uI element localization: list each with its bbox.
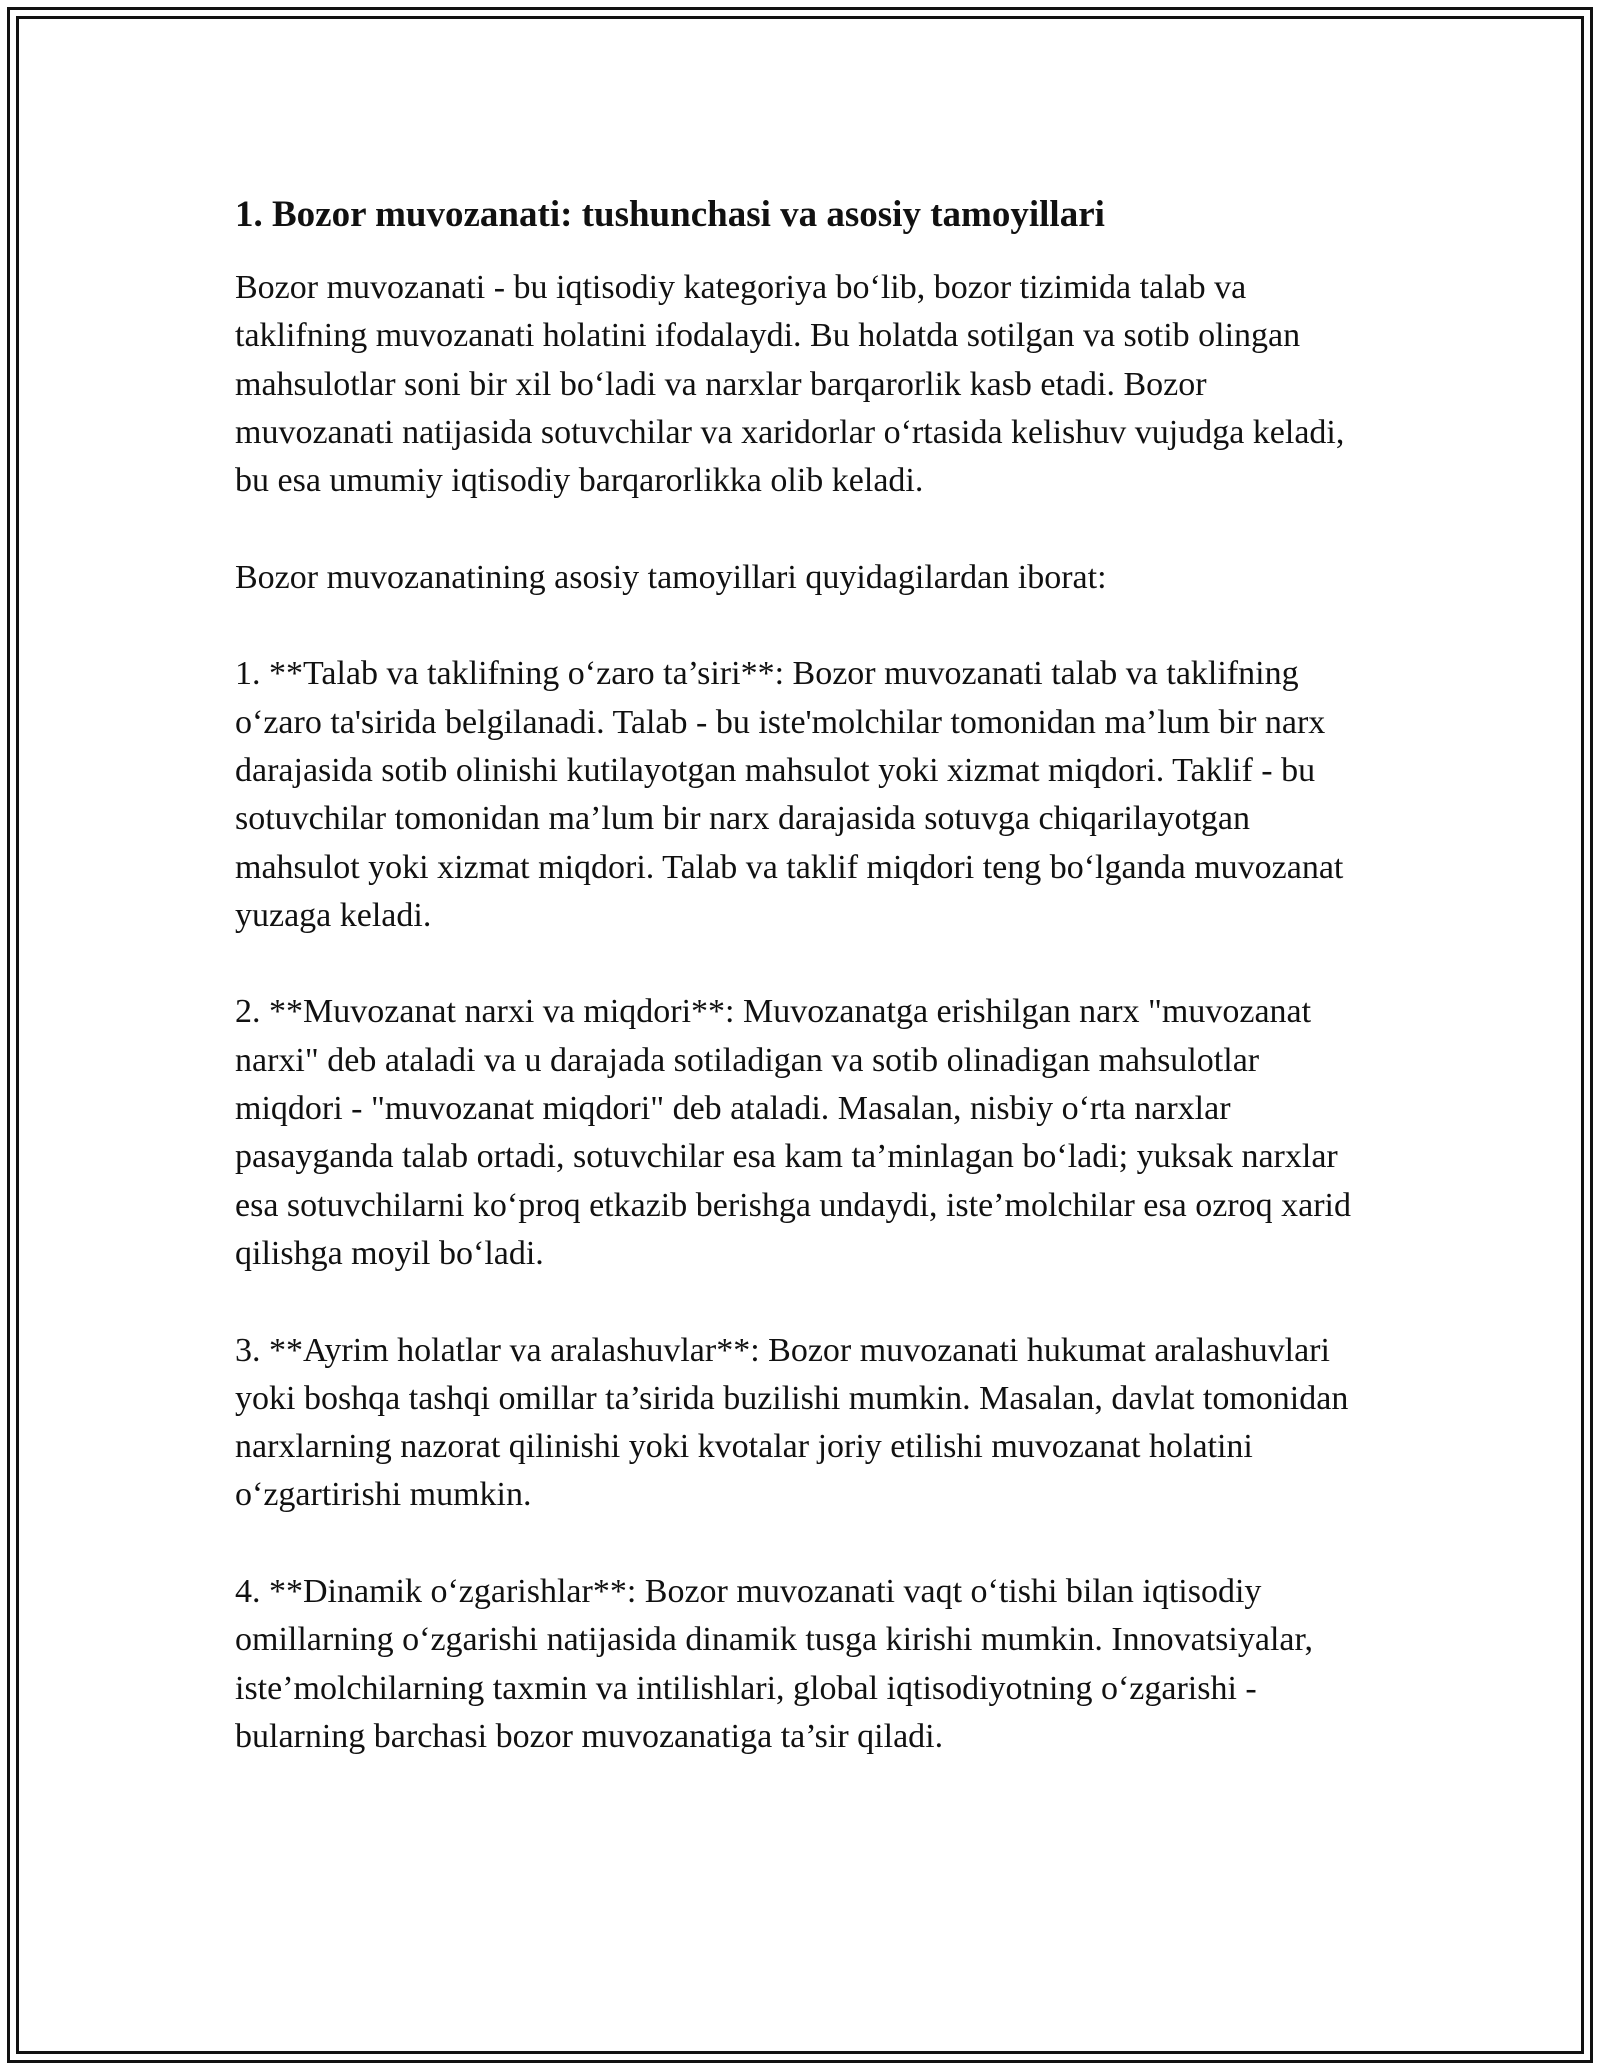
paragraph-gap: [235, 602, 1360, 650]
list-item-3: 3. **Ayrim holatlar va aralashuvlar**: Bozor muvozanati hukumat aralashuvlari yoki boshqa tashqi omillar ta’sirida buzilishi mumkin. Masalan, davlat tomonidan narxlarning nazorat qilinishi yoki kvotalar joriy etilishi muvozanat holatini o‘zgartirishi mumkin.: [235, 1331, 1349, 1514]
section-heading: 1. Bozor muvozanati: tushunchasi va asosiy tamoyillari: [235, 194, 1105, 235]
paragraph-gap: [235, 940, 1360, 988]
paragraph-principles-lead: Bozor muvozanatining asosiy tamoyillari quyidagilardan iborat:: [235, 558, 1107, 596]
paragraph-gap: [235, 1520, 1360, 1568]
paragraph-gap: [235, 505, 1360, 553]
paragraph-gap: [235, 1278, 1360, 1326]
document-body: [235, 186, 1360, 1761]
paragraph-intro: Bozor muvozanati - bu iqtisodiy kategoriya bo‘lib, bozor tizimida talab va taklifning muvozanati holatini ifodalaydi. Bu holatda sotilgan va sotib olingan mahsulotlar soni bir xil bo‘ladi va narxlar barqarorlik kasb etadi. Bozor muvozanati natijasida sotuvchilar va xaridorlar o‘rtasida kelishuv vujudga keladi, bu esa umumiy iqtisodiy barqarorlikka olib keladi.: [235, 269, 1345, 500]
list-item-1: 1. **Talab va taklifning o‘zaro ta’siri**: Bozor muvozanati talab va taklifning o‘zaro ta'sirida belgilanadi. Talab - bu iste'molchilar tomonidan ma’lum bir narx darajasida sotib olinishi kutilayotgan mahsulot yoki xizmat miqdori. Taklif - bu sotuvchilar tomonidan ma’lum bir narx darajasida sotuvga chiqarilayotgan mahsulot yoki xizmat miqdori. Talab va taklif miqdori teng bo‘lganda muvozanat yuzaga keladi.: [235, 655, 1344, 934]
list-item-4: 4. **Dinamik o‘zgarishlar**: Bozor muvozanati vaqt o‘tishi bilan iqtisodiy omillarning o‘zgarishi natijasida dinamik tusga kirishi mumkin. Innovatsiyalar, iste’molchilarning taxmin va intilishlari, global iqtisodiyotning o‘zgarishi - bularning barchasi bozor muvozanatiga ta’sir qiladi.: [235, 1573, 1313, 1755]
list-item-2: 2. **Muvozanat narxi va miqdori**: Muvozanatga erishilgan narx "muvozanat narxi" deb ataladi va u darajada sotiladigan va sotib olinadigan mahsulotlar miqdori - "muvozanat miqdori" deb ataladi. Masalan, nisbiy o‘rta narxlar pasayganda talab ortadi, sotuvchilar esa kam ta’minlagan bo‘ladi; yuksak narxlar esa sotuvchilarni ko‘proq etkazib berishga undaydi, iste’molchilar esa ozroq xarid qilishga moyil bo‘ladi.: [235, 993, 1351, 1272]
